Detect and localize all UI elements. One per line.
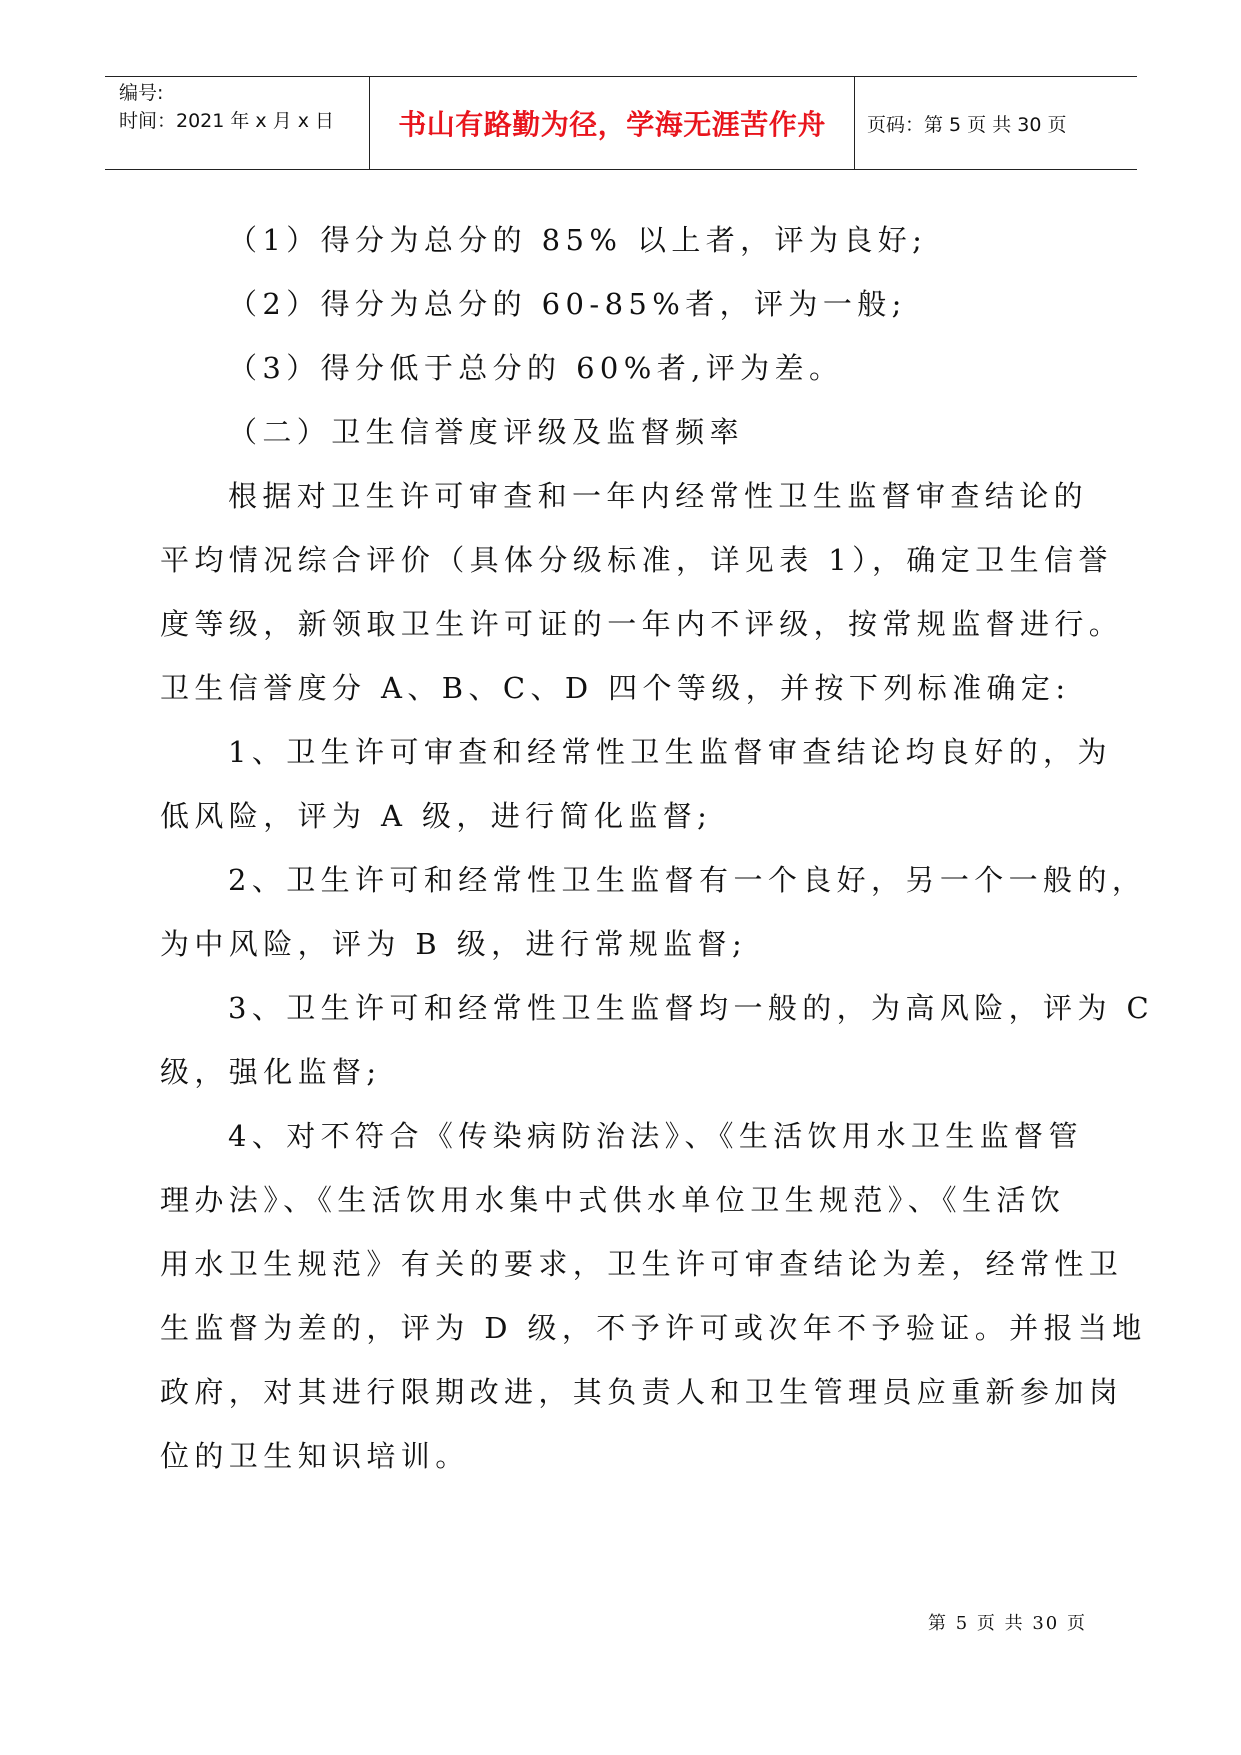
list-item-3: （3）得分低于总分的 60%者,评为差。	[228, 351, 844, 385]
paragraph-line: 为中风险，评为 B 级，进行常规监督;	[160, 927, 748, 961]
list-item-1: （1）得分为总分的 85% 以上者，评为良好;	[228, 223, 928, 257]
doc-number-label: 编号:	[119, 82, 164, 104]
paragraph-line: 卫生信誉度分 A、B、C、D 四个等级，并按下列标准确定:	[160, 671, 1071, 705]
paragraph-line: 用水卫生规范》有关的要求，卫生许可审查结论为差，经常性卫	[160, 1247, 1124, 1281]
paragraph-line: 低风险，评为 A 级，进行简化监督;	[160, 799, 713, 833]
paragraph-line: 平均情况综合评价（具体分级标准，详见表 1），确定卫生信誉	[160, 543, 1113, 577]
criteria-item-3: 3、卫生许可和经常性卫生监督均一般的，为高风险，评为 C	[228, 991, 1155, 1025]
header-motto: 书山有路勤为径，学海无涯苦作舟	[370, 77, 855, 169]
section-heading: （二）卫生信誉度评级及监督频率	[228, 415, 745, 449]
paragraph-line: 根据对卫生许可审查和一年内经常性卫生监督审查结论的	[228, 479, 1089, 513]
page-header	[105, 76, 1137, 170]
paragraph-line: 政府，对其进行限期改进，其负责人和卫生管理员应重新参加岗	[160, 1375, 1124, 1409]
paragraph-line: 度等级，新领取卫生许可证的一年内不评级，按常规监督进行。	[160, 607, 1124, 641]
header-page-info: 页码：第 5 页 共 30 页	[867, 113, 1067, 136]
criteria-item-1: 1、卫生许可审查和经常性卫生监督审查结论均良好的，为	[228, 735, 1112, 769]
page-footer-number: 第 5 页 共 30 页	[928, 1613, 1087, 1634]
paragraph-line: 位的卫生知识培训。	[160, 1439, 470, 1473]
criteria-item-4: 4、对不符合《传染病防治法》、《生活饮用水卫生监督管	[228, 1119, 1083, 1153]
document-body	[160, 208, 1155, 1488]
criteria-item-2: 2、卫生许可和经常性卫生监督有一个良好，另一个一般的，	[228, 863, 1147, 897]
paragraph-line: 级，强化监督;	[160, 1055, 382, 1089]
paragraph-line: 生监督为差的，评为 D 级，不予许可或次年不予验证。并报当地	[160, 1311, 1147, 1345]
doc-time-label: 时间：2021 年 x 月 x 日	[119, 110, 335, 132]
paragraph-line: 理办法》、《生活饮用水集中式供水单位卫生规范》、《生活饮	[160, 1183, 1066, 1217]
header-meta-cell	[105, 77, 370, 169]
list-item-2: （2）得分为总分的 60-85%者，评为一般;	[228, 287, 907, 321]
